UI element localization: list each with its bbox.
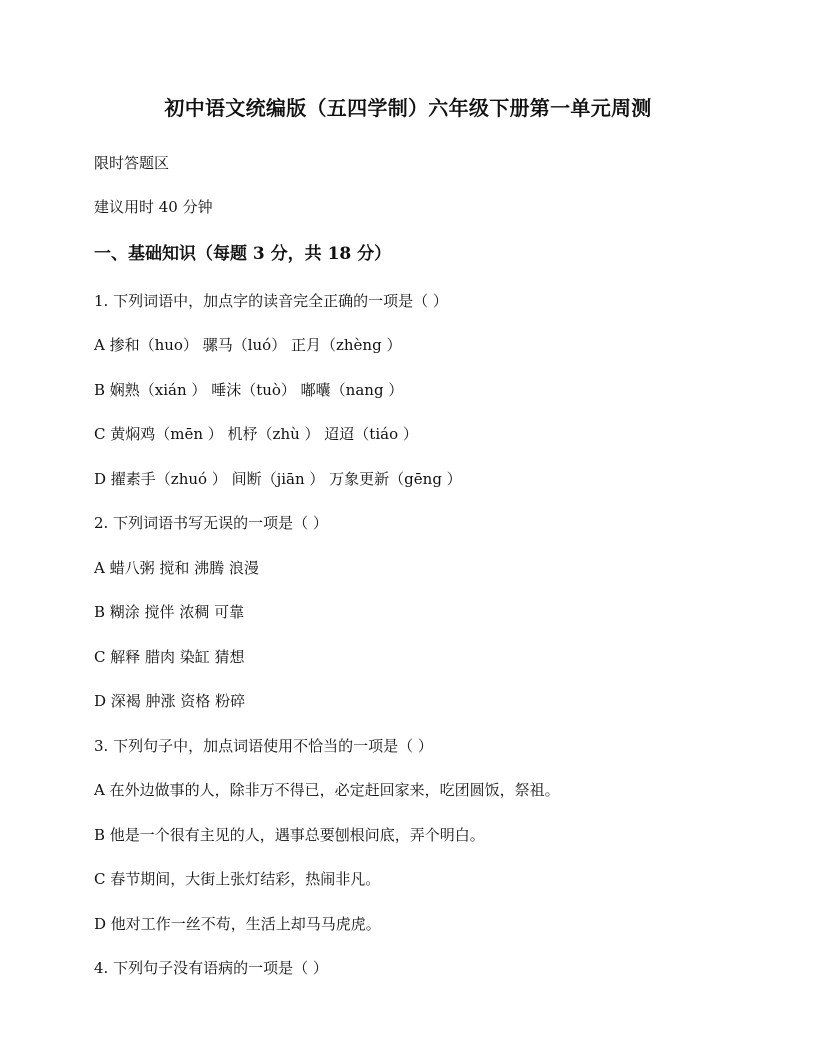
page-title: 初中语文统编版（五四学制）六年级下册第一单元周测: [164, 96, 652, 120]
question-stem: 2. 下列词语书写无误的一项是（ ）: [94, 514, 328, 532]
answer-option: B 糊涂 搅伴 浓稠 可靠: [94, 603, 245, 621]
answer-option: D 他对工作一丝不苟，生活上却马马虎虎。: [94, 915, 381, 933]
zone-label: 限时答题区: [94, 154, 170, 172]
section-heading: 一、基础知识（每题 3 分，共 18 分）: [94, 244, 392, 264]
answer-option: C 黄焖鸡（mēn ） 机杼（zhù ） 迢迢（tiáo ）: [94, 425, 418, 443]
answer-option: B 娴熟（xián ） 唾沫（tuò） 嘟囔（nang ）: [94, 381, 404, 399]
answer-option: C 春节期间，大街上张灯结彩，热闹非凡。: [94, 870, 381, 888]
answer-option: A 在外边做事的人，除非万不得已，必定赶回家来，吃团圆饭，祭祖。: [94, 781, 560, 799]
answer-option: C 解释 腊肉 染缸 猜想: [94, 648, 245, 666]
question-stem: 4. 下列句子没有语病的一项是（ ）: [94, 959, 328, 977]
question-stem: 3. 下列句子中，加点词语使用不恰当的一项是（ ）: [94, 737, 433, 755]
answer-option: A 掺和（huo） 骡马（luó） 正月（zhèng ）: [94, 336, 402, 354]
answer-option: A 蜡八粥 搅和 沸腾 浪漫: [94, 559, 259, 577]
time-suggestion: 建议用时 40 分钟: [94, 198, 213, 216]
question-stem: 1. 下列词语中，加点字的读音完全正确的一项是（ ）: [94, 292, 448, 310]
answer-option: B 他是一个很有主见的人，遇事总要刨根问底，弄个明白。: [94, 826, 485, 844]
answer-option: D 擢素手（zhuó ） 间断（jiān ） 万象更新（gēng ）: [94, 470, 462, 488]
answer-option: D 深褐 肿涨 资格 粉碎: [94, 692, 246, 710]
